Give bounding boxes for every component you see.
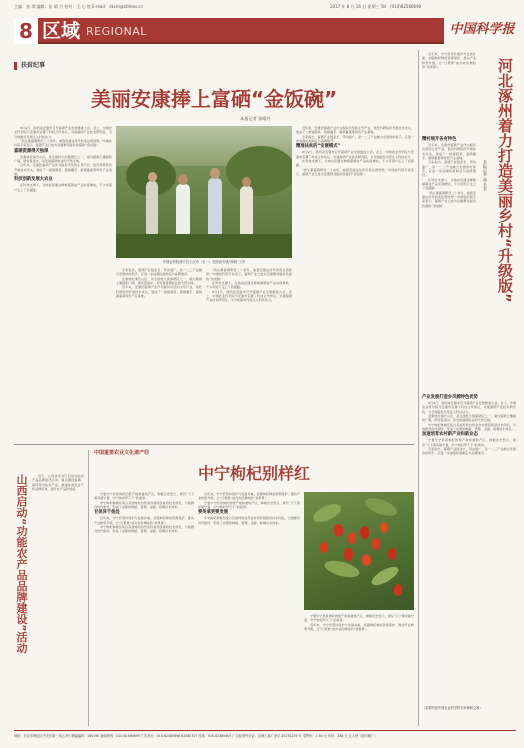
lead-headline: 美丽安康捧上富硒“金饭碗” [90, 87, 338, 111]
lead-subhead: 精准扶贫的“安康模式” [296, 144, 341, 150]
right-feature-title: 河北涿州着力打造美丽乡村“升级版” [496, 58, 514, 303]
lead-paragraph: “我从事富硒研究二十余年，看到安康这些年的变化很欣慰。”中国农科院专家表示，富硒产业已成为安康群众脱贫致富的“金饭碗”。 [206, 268, 292, 281]
section-title: 区域 [42, 20, 81, 42]
second-paragraph: 中宁枸杞种植系统以其独特的自然条件和传统栽培技术闻名，当地群众世代相传，形成了完整的种植、管理、采摘、晾晒技术体系。 [198, 516, 300, 525]
lead-body-col1 [14, 126, 112, 438]
right-body-lower [422, 394, 516, 702]
second-headline: 中宁枸杞别样红 [197, 464, 310, 483]
second-body-col2 [198, 492, 300, 726]
right-paragraph: 近年来，安康把富硒产业作为脱贫攻坚的主导产业，依托科研院所开展技术攻关，建成了一批富硒茶、富硒魔芋、富硒畜禽等特色产业基地。 [422, 143, 476, 161]
right-paragraph: 安康地处秦巴山区，是全国较大的富硒区之一，境内富硒土壤面积广阔，硒含量适中，是发展富硒农业的天然宝地。 [422, 414, 516, 423]
right-feature-byline: 本报记者 高 长安 [483, 160, 488, 191]
lead-paragraph: 8月4日，陕西省安康市召开富硒产业发展推进大会。会上，中国农业科学院与安康市签署了科技合作协议，共建富硒产业技术研究院，为当地脱贫攻坚注入科技动力。 [296, 150, 414, 159]
lead-paragraph: 近年来，安康把富硒产业作为脱贫攻坚的主导产业，依托科研院所开展技术攻关，建成了一批富硒茶、富硒魔芋、富硒畜禽等特色产业基地。 [296, 126, 414, 135]
page-number: 8 [14, 18, 38, 44]
lead-paragraph: 近年来，安康把富硒产业作为脱贫攻坚的主导产业，依托科研院所开展技术攻关，建成了一批富硒茶、富硒魔芋、富硒畜禽等特色产业基地。 [116, 285, 202, 299]
lead-byline: 本报记者 张晴丹 [240, 116, 271, 121]
right-paragraph: 在科技支撑下，当地农民通过种植富硒农产品实现增收，不少贫困户走上了致富路。 [422, 177, 476, 191]
right-intro-col [422, 52, 476, 132]
lead-photo [116, 126, 292, 258]
right-subhead: 加速培育农村新产业和新业态 [422, 432, 478, 438]
second-paragraph: 近年来，中宁县坚持保护与发展并重，加强枸杞种质资源保护，推动产业转型升级，让“红果果”成为农民增收的“金果果”。 [94, 516, 194, 525]
sidebar-body [32, 474, 84, 724]
lead-subhead: 科技创新发展大农业 [14, 177, 53, 183]
right-paragraph: 宁夏中宁县是枸杞的原产地和道地产区，种植历史悠久，素有“天下黄河富宁夏，中宁枸杞甲天下”的美誉。 [422, 438, 516, 447]
footer-info: 地址：北京市海淀区中关村南一条乙3号 邮编编码：100190 新闻热线：010-62580699 广告发行：010-62580696 62580707 传真：010-62580607 广告经营许可证：京海工商广登字 20170239 号 零售价：1.50 元 年价：288 元 五人份（经印刷厂） [14, 734, 378, 738]
lead-body-col4 [296, 126, 414, 438]
lead-paragraph: 在科技支撑下，当地农民通过种植富硒农产品实现增收，不少贫困户走上了致富路。 [206, 281, 292, 290]
second-paragraph: 近年来，中宁县坚持保护与发展并重，加强枸杞种质资源保护，推动产业转型升级，让“红果果”成为农民增收的“金果果”。 [304, 622, 414, 632]
lead-paragraph: 专家指出，富硒产业链条长、带动面广，是一二三产业融合发展的好抓手，应进一步加强标准制定与品牌建设。 [296, 134, 414, 144]
second-paragraph: 中宁枸杞种植系统以其独特的自然条件和传统栽培技术闻名，当地群众世代相传，形成了完整的种植、管理、采摘、晾晒技术体系。 [94, 500, 194, 510]
second-column-tag: 中国重要农业文化遗产⑲ [94, 450, 150, 456]
lead-body-col2 [116, 268, 202, 438]
lead-paragraph: 8月4日，陕西省安康市召开富硒产业发展推进大会。会上，中国农业科学院与安康市签署了科技合作协议，共建富硒产业技术研究院，为当地脱贫攻坚注入科技动力。 [14, 126, 112, 139]
second-paragraph: 宁夏中宁县是枸杞的原产地和道地产区，种植历史悠久，素有“天下黄河富宁夏，中宁枸杞甲天下”的美誉。 [94, 492, 194, 501]
second-paragraph: 近年来，中宁县坚持保护与发展并重，加强枸杞种质资源保护，推动产业转型升级，让“红果果”成为农民增收的“金果果”。 [198, 492, 300, 501]
lead-paragraph: 安康地处秦巴山区，是全国较大的富硒区之一，境内富硒土壤面积广阔，硒含量适中，是发展富硒农业的天然宝地。 [116, 276, 202, 286]
lead-photo-caption: 中国农科院研究员王汉中（右一）在陕西安康“调研”工作 [162, 260, 246, 264]
footer-rule [14, 730, 516, 731]
wolfberry-photo [304, 492, 414, 610]
right-paragraph: 近年来，中宁县坚持保护与发展并重，加强枸杞种质资源保护，推动产业转型升级，让“红果果”成为农民增收的“金果果”。 [422, 52, 476, 70]
lead-paragraph: 近年来，安康把富硒产业作为脱贫攻坚的主导产业，依托科研院所开展技术攻关，建成了一批富硒茶、富硒魔芋、富硒畜禽等特色产业基地。 [14, 163, 112, 177]
right-paragraph: 专家指出，富硒产业链条长、带动面广，是一二三产业融合发展的好抓手，应进一步加强标准制定与品牌建设。 [422, 160, 476, 178]
right-subhead: 产业发展打造乡风源特色优势 [422, 395, 478, 400]
lead-body-col3 [206, 268, 292, 438]
newspaper-logo: 中国科学报 [449, 22, 515, 37]
right-paragraph: 8月4日，陕西省安康市召开富硒产业发展推进大会。会上，中国农业科学院与安康市签署了科技合作协议，共建富硒产业技术研究院，为当地脱贫攻坚注入科技动力。 [422, 401, 516, 414]
lead-paragraph: “我从事富硒研究二十余年，看到安康这些年的变化很欣慰。”中国农科院专家表示，富硒产业已成为安康群众脱贫致富的“金饭碗”。 [296, 167, 414, 177]
lead-paragraph: 在科技支撑下，当地农民通过种植富硒农产品实现增收，不少贫困户走上了致富路。 [14, 183, 112, 192]
right-editor-note: （本期刊登中国农业科学院专家调研文章） [422, 706, 483, 710]
section-english: REGIONAL [86, 25, 147, 38]
right-paragraph: “我从事富硒研究二十余年，看到安康这些年的变化很欣慰。”中国农科院专家表示，富硒产业已成为安康群众脱贫致富的“金饭碗”。 [422, 190, 476, 208]
sidebar-paragraph: 近日，山西省农业厅启动功能农产品品牌建设活动，重点围绕富硒、富锌等功能农产品，推进标准化生产和品牌培育，提升农产品附加值。 [32, 474, 84, 492]
lead-column-tag: 扶贫纪事 [14, 62, 49, 70]
second-paragraph: 宁夏中宁县是枸杞的原产地和道地产区，种植历史悠久，素有“天下黄河富宁夏，中宁枸杞甲天下”的美誉。 [304, 614, 414, 623]
lead-paragraph: 安康地处秦巴山区，是全国较大的富硒区之一，境内富硒土壤面积广阔，硒含量适中，是发展富硒农业的天然宝地。 [14, 154, 112, 164]
second-body-col3 [304, 614, 414, 726]
second-paragraph: 中宁枸杞种植系统以其独特的自然条件和传统栽培技术闻名，当地群众世代相传，形成了完整的种植、管理、采摘、晾晒技术体系。 [94, 525, 194, 534]
right-paragraph: 专家指出，富硒产业链条长、带动面广，是一二三产业融合发展的好抓手，应进一步加强标准制定与品牌建设。 [422, 447, 516, 456]
right-divider [418, 50, 419, 726]
lead-subhead: 富硒资源得天独厚 [14, 148, 49, 154]
article-divider [14, 444, 414, 445]
lead-paragraph: 在科技支撑下，当地农民通过种植富硒农产品实现增收，不少贫困户走上了致富路。 [296, 159, 414, 168]
sidebar-divider [88, 450, 89, 726]
lead-paragraph: 8月4日，陕西省安康市召开富硒产业发展推进大会。会上，中国农业科学院与安康市签署了科技合作协议，共建富硒产业技术研究院，为当地脱贫攻坚注入科技动力。 [206, 289, 292, 303]
top-strip: 主编：张 琪 编辑：张 晴 月 校对：王 心 悦 E-mail：rikcm@stimes.cn [14, 4, 144, 9]
lead-paragraph: “我从事富硒研究二十余年，看到安康这些年的变化很欣慰。”中国农科院专家表示，富硒产业已成为安康群众脱贫致富的“金饭碗”。 [14, 139, 112, 148]
right-subhead: 精村规开各有特色 [422, 137, 457, 142]
second-body-col1 [94, 492, 194, 726]
second-subhead: 甘美异于他处 [94, 510, 120, 516]
date-line: 2017 年 8 月 16 日 星期三 Tel：(010)62580690 [330, 4, 422, 9]
lead-paragraph: 专家指出，富硒产业链条长、带动面广，是一二三产业融合发展的好抓手，应进一步加强标准制定与品牌建设。 [116, 268, 202, 277]
second-paragraph: 宁夏中宁县是枸杞的原产地和道地产区，种植历史悠久，素有“天下黄河富宁夏，中宁枸杞甲天下”的美誉。 [198, 500, 300, 510]
right-body-upper [422, 136, 476, 390]
second-subhead: 要传承更要发展 [198, 510, 229, 516]
sidebar-headline: 山西启动“功能农产品品牌建设”活动 [15, 474, 28, 654]
right-paragraph: 中宁枸杞种植系统以其独特的自然条件和传统栽培技术闻名，当地群众世代相传，形成了完整的种植、管理、采摘、晾晒技术体系。 [422, 422, 516, 432]
